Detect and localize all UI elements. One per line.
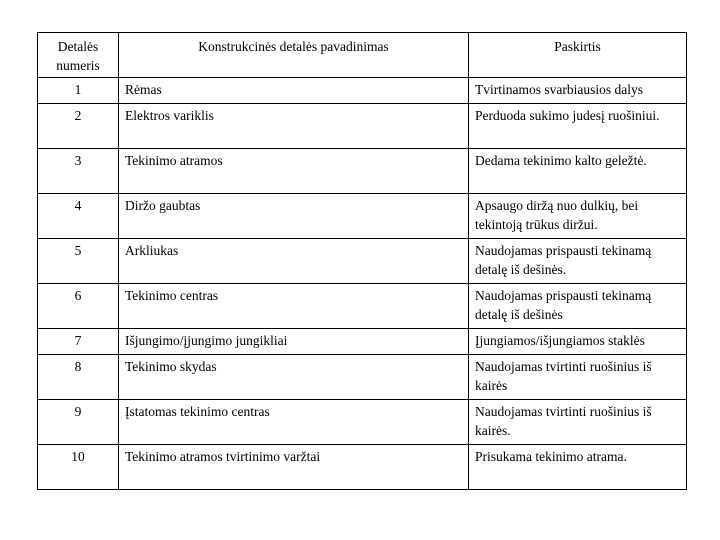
part-number: 2 [38,104,119,149]
part-number: 5 [38,239,119,284]
part-name: Elektros variklis [119,104,469,149]
part-name: Išjungimo/įjungimo jungikliai [119,329,469,355]
part-name: Tekinimo skydas [119,355,469,400]
table-row [38,194,687,239]
part-number: 8 [38,355,119,400]
part-name: Arkliukas [119,239,469,284]
part-purpose: Naudojamas prispausti tekinamą detalę iš dešinės [469,284,687,329]
part-number: 3 [38,149,119,194]
part-name: Įstatomas tekinimo centras [119,400,469,445]
part-name: Diržo gaubtas [119,194,469,239]
header-part-name: Konstrukcinės detalės pavadinimas [119,33,469,78]
part-purpose: Tvirtinamos svarbiausios dalys [469,78,687,104]
part-purpose: Dedama tekinimo kalto geležtė. [469,149,687,194]
table-row [38,445,687,490]
table-row [38,239,687,284]
table-header-row [38,33,687,78]
header-part-purpose: Paskirtis [469,33,687,78]
part-number: 6 [38,284,119,329]
table-row [38,400,687,445]
table-row [38,149,687,194]
part-purpose: Įjungiamos/išjungiamos staklės [469,329,687,355]
part-purpose: Naudojamas tvirtinti ruošinius iš kairės [469,355,687,400]
part-purpose: Naudojamas tvirtinti ruošinius iš kairės. [469,400,687,445]
part-number: 4 [38,194,119,239]
part-purpose: Perduoda sukimo judesį ruošiniui. [469,104,687,149]
part-number: 9 [38,400,119,445]
part-number: 7 [38,329,119,355]
part-name: Tekinimo centras [119,284,469,329]
table-row [38,78,687,104]
part-name: Rėmas [119,78,469,104]
header-part-number: Detalės numeris [38,33,119,78]
part-name: Tekinimo atramos tvirtinimo varžtai [119,445,469,490]
part-number: 1 [38,78,119,104]
part-name: Tekinimo atramos [119,149,469,194]
part-purpose: Prisukama tekinimo atrama. [469,445,687,490]
table-row [38,355,687,400]
table-row [38,284,687,329]
part-purpose: Naudojamas prispausti tekinamą detalę iš dešinės. [469,239,687,284]
parts-table [37,32,687,490]
table-row [38,329,687,355]
part-number: 10 [38,445,119,490]
table-row [38,104,687,149]
part-purpose: Apsaugo diržą nuo dulkių, bei tekintoją trūkus diržui. [469,194,687,239]
